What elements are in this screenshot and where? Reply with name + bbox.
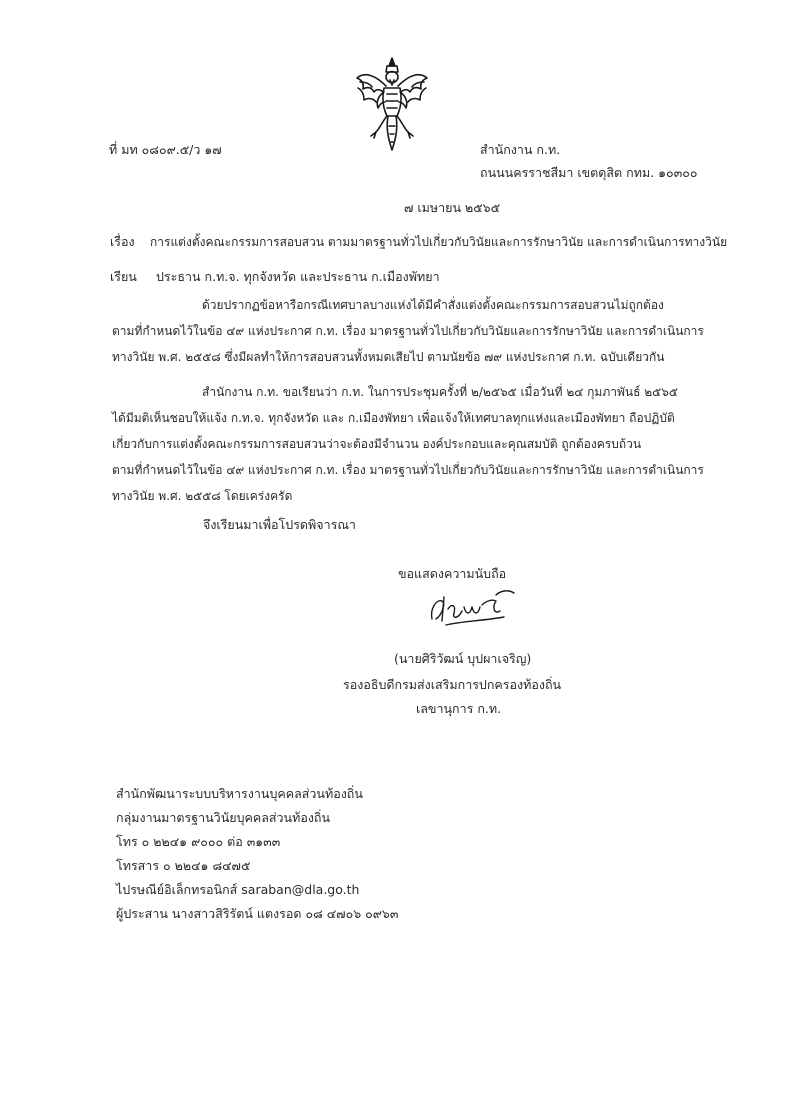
closing-request: จึงเรียนมาเพื่อโปรดพิจารณา — [203, 517, 356, 532]
footer-department: สำนักพัฒนาระบบบริหารงานบุคคลส่วนท้องถิ่น — [116, 786, 363, 801]
subject-label: เรื่อง — [110, 234, 135, 249]
paragraph-line: เกี่ยวกับการแต่งตั้งคณะกรรมการสอบสวนว่าจะต้องมีจำนวน องค์ประกอบและคุณสมบัติ ถูกต้องครบถ้วน — [112, 437, 642, 451]
recipient-text: ประธาน ก.ท.จ. ทุกจังหวัด และประธาน ก.เมืองพัทยา — [156, 269, 440, 284]
office-name: สำนักงาน ก.ท. — [480, 142, 561, 157]
paragraph-line: ทางวินัย พ.ศ. ๒๕๕๘ ซึ่งมีผลทำให้การสอบสวนทั้งหมดเสียไป ตามนัยข้อ ๗๙ แห่งประกาศ ก.ท. ฉบับเดียวกัน — [112, 350, 665, 364]
signer-secretary-title: เลขานุการ ก.ท. — [416, 701, 502, 716]
paragraph-line: ด้วยปรากฏข้อหารือกรณีเทศบาลบางแห่งได้มีคำสั่งแต่งตั้งคณะกรรมการสอบสวนไม่ถูกต้อง — [202, 298, 664, 312]
footer-phone: โทร ๐ ๒๒๔๑ ๙๐๐๐ ต่อ ๓๑๓๓ — [116, 834, 281, 849]
paragraph-line: ได้มีมติเห็นชอบให้แจ้ง ก.ท.จ. ทุกจังหวัด และ ก.เมืองพัทยา เพื่อแจ้งให้เทศบาลทุกแห่งและเมืองพัทยา ถือปฏิบัติ — [112, 411, 675, 425]
paragraph-line: ตามที่กำหนดไว้ในข้อ ๔๙ แห่งประกาศ ก.ท. เรื่อง มาตรฐานทั่วไปเกี่ยวกับวินัยและการรักษาวินัย และการดำเนินการ — [112, 324, 704, 338]
paragraph-line: ทางวินัย พ.ศ. ๒๕๕๘ โดยเคร่งครัด — [112, 489, 293, 503]
body-paragraph-1 — [112, 292, 704, 370]
footer-division: กลุ่มงานมาตรฐานวินัยบุคคลส่วนท้องถิ่น — [116, 810, 331, 825]
reference-number: ที่ มท ๐๘๐๙.๕/ว ๑๗ — [109, 142, 222, 157]
salutation: ขอแสดงความนับถือ — [398, 566, 507, 581]
signer-name: (นายศิริวัฒน์ บุปผาเจริญ) — [394, 651, 532, 666]
body-paragraph-2 — [112, 379, 704, 509]
subject-text: การแต่งตั้งคณะกรรมการสอบสวน ตามมาตรฐานทั่วไปเกี่ยวกับวินัยและการรักษาวินัย และการดำเนินการทางวินัย — [150, 235, 728, 249]
garuda-emblem-icon — [354, 56, 430, 154]
footer-fax: โทรสาร ๐ ๒๒๔๑ ๘๔๗๕ — [116, 858, 251, 873]
footer-email: ไปรษณีย์อิเล็กทรอนิกส์ saraban@dla.go.th — [116, 882, 360, 897]
signer-position: รองอธิบดีกรมส่งเสริมการปกครองท้องถิ่น — [343, 677, 562, 692]
office-address: ถนนนครราชสีมา เขตดุสิต กทม. ๑๐๓๐๐ — [480, 165, 698, 180]
paragraph-line: สำนักงาน ก.ท. ขอเรียนว่า ก.ท. ในการประชุมครั้งที่ ๒/๒๕๖๕ เมื่อวันที่ ๒๔ กุมภาพันธ์ ๒๕๖๕ — [202, 385, 678, 399]
handwritten-signature — [422, 585, 522, 635]
paragraph-line: ตามที่กำหนดไว้ในข้อ ๔๙ แห่งประกาศ ก.ท. เรื่อง มาตรฐานทั่วไปเกี่ยวกับวินัยและการรักษาวินัย และการดำเนินการ — [112, 463, 704, 477]
recipient-label: เรียน — [110, 269, 137, 284]
letter-date: ๗ เมษายน ๒๕๖๕ — [404, 200, 501, 215]
footer-coordinator: ผู้ประสาน นางสาวสิริรัตน์ แตงรอด ๐๘ ๔๗๐๖ ๐๙๖๓ — [116, 906, 399, 921]
